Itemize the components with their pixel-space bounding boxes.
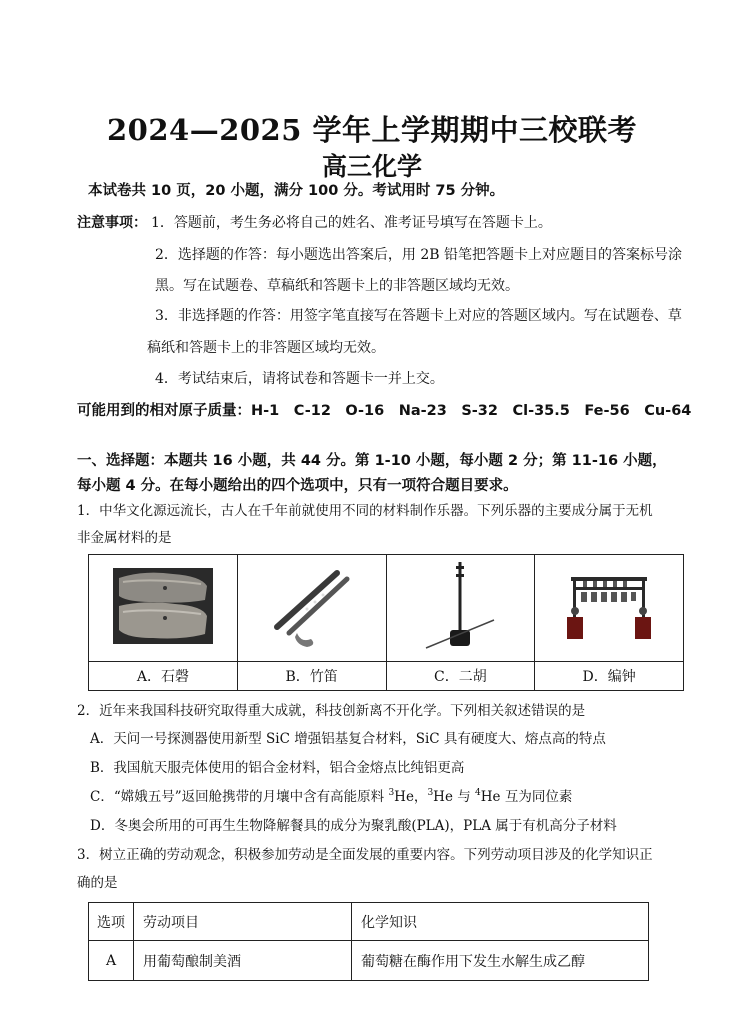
option-c xyxy=(90,787,572,807)
exam-title: 2024—2025 学年上学期期中三校联考 xyxy=(106,113,638,147)
exam-info: 本试卷共 10 页，20 小题，满分 100 分。考试用时 75 分钟。 xyxy=(88,183,505,199)
notice-item: 3．非选择题的作答：用签字笔直接写在答题卡上对应的答题区域内。写在试题卷、草 xyxy=(155,308,682,324)
stone-chime-image xyxy=(113,568,213,644)
bamboo-flute-image xyxy=(267,563,357,649)
option-a: A．天问一号探测器使用新型 SiC 增强铝基复合材料，SiC 具有硬度大、熔点高的特点 xyxy=(90,731,606,747)
table-cell: 用葡萄酿制美酒 xyxy=(134,941,352,981)
notice-item: 稿纸和答题卡上的非答题区域均无效。 xyxy=(147,340,385,356)
atomic-masses: 可能用到的相对原子质量：H-1 C-12 O-16 Na-23 S-32 Cl-35.5 Fe-56 Cu-64 xyxy=(77,403,692,419)
option-image-cell xyxy=(237,555,386,662)
option-label: A．石磬 xyxy=(89,662,238,691)
table-header: 选项 xyxy=(89,903,134,941)
table-row xyxy=(89,941,649,981)
option-c-text: C．“嫦娥五号”返回舱携带的月壤中含有高能原料 xyxy=(90,789,389,805)
erhu-image xyxy=(420,558,500,654)
option-label: C．二胡 xyxy=(386,662,535,691)
option-image-cell xyxy=(535,555,684,662)
question-stem: 2．近年来我国科技研究取得重大成就，科技创新离不开化学。下列相关叙述错误的是 xyxy=(77,703,586,719)
question-stem: 确的是 xyxy=(77,875,118,891)
option-label: B．竹笛 xyxy=(237,662,386,691)
mass-number: 3 xyxy=(388,788,395,798)
q3-table xyxy=(88,902,649,981)
option-image-cell xyxy=(89,555,238,662)
q1-options-table xyxy=(88,554,684,691)
question-stem: 非金属材料的是 xyxy=(77,530,172,546)
section-heading: 每小题 4 分。在每小题给出的四个选项中，只有一项符合题目要求。 xyxy=(77,478,518,494)
option-label: D．编钟 xyxy=(535,662,684,691)
exam-subtitle: 高三化学 xyxy=(321,152,422,181)
chime-bells-image xyxy=(559,571,659,641)
option-image-cell xyxy=(386,555,535,662)
option-c-text: He 与 xyxy=(433,789,476,805)
notice-item: 4．考试结束后，请将试卷和答题卡一并上交。 xyxy=(155,371,444,387)
table-cell: 葡萄糖在酶作用下发生水解生成乙醇 xyxy=(352,941,649,981)
mass-number: 4 xyxy=(475,788,481,798)
notice-item: 黑。写在试题卷、草稿纸和答题卡上的非答题区域均无效。 xyxy=(155,278,519,294)
option-d: D．冬奥会所用的可再生生物降解餐具的成分为聚乳酸(PLA)，PLA 属于有机高分子材料 xyxy=(90,818,617,834)
section-heading: 一、选择题：本题共 16 小题，共 44 分。第 1-10 小题，每小题 2 分；第 11-16 小题， xyxy=(77,453,667,469)
table-header: 化学知识 xyxy=(352,903,649,941)
option-c-text: He， xyxy=(394,789,428,805)
table-header: 劳动项目 xyxy=(134,903,352,941)
notice-label: 注意事项： xyxy=(77,215,147,231)
question-stem: 1．中华文化源远流长，古人在千年前就使用不同的材料制作乐器。下列乐器的主要成分属于无机 xyxy=(77,503,653,519)
mass-number: 3 xyxy=(427,788,434,798)
notice-item: 1．答题前，考生务必将自己的姓名、准考证号填写在答题卡上。 xyxy=(151,215,552,231)
notice-item: 2．选择题的作答：每小题选出答案后，用 2B 铅笔把答题卡上对应题目的答案标号涂 xyxy=(155,247,683,263)
option-c-text: He 互为同位素 xyxy=(480,789,573,805)
question-stem: 3．树立正确的劳动观念，积极参加劳动是全面发展的重要内容。下列劳动项目涉及的化学知识正 xyxy=(77,847,653,863)
table-cell: A xyxy=(89,941,134,981)
option-b: B．我国航天服壳体使用的铝合金材料，铝合金熔点比纯铝更高 xyxy=(90,760,465,776)
